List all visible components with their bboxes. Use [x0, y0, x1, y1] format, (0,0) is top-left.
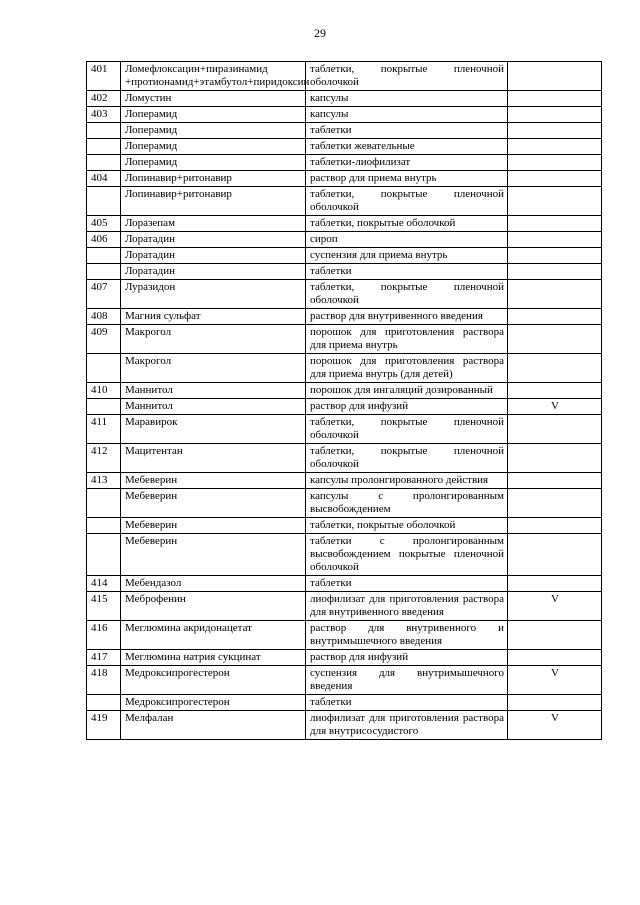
- row-number-cell: 403: [87, 107, 121, 123]
- table-body: [87, 62, 602, 740]
- drug-name-cell: Магния сульфат: [121, 309, 306, 325]
- drug-name-cell: Лоперамид: [121, 139, 306, 155]
- dosage-form-cell: таблетки: [306, 576, 508, 592]
- table-row: [87, 91, 602, 107]
- row-number-cell: 411: [87, 415, 121, 444]
- mark-cell: [508, 155, 602, 171]
- dosage-form-cell: таблетки: [306, 264, 508, 280]
- table-row: [87, 139, 602, 155]
- drug-name-cell: Лопинавир+ритонавир: [121, 187, 306, 216]
- dosage-form-cell: таблетки, покрытые пленочной оболочкой: [306, 187, 508, 216]
- table-row: [87, 216, 602, 232]
- drug-name-cell: Мебеверин: [121, 489, 306, 518]
- table-row: [87, 592, 602, 621]
- drug-name-cell: Мебендазол: [121, 576, 306, 592]
- dosage-form-cell: таблетки, покрытые пленочной оболочкой: [306, 415, 508, 444]
- drug-name-cell: Макрогол: [121, 325, 306, 354]
- drug-name-cell: Маравирок: [121, 415, 306, 444]
- dosage-form-cell: таблетки жевательные: [306, 139, 508, 155]
- row-number-cell: 404: [87, 171, 121, 187]
- row-number-cell: [87, 399, 121, 415]
- dosage-form-cell: таблетки: [306, 695, 508, 711]
- mark-cell: [508, 354, 602, 383]
- mark-cell: [508, 695, 602, 711]
- dosage-form-cell: порошок для приготовления раствора для приема внутрь: [306, 325, 508, 354]
- dosage-form-cell: лиофилизат для приготовления раствора для внутрисосудистого: [306, 711, 508, 740]
- table-row: [87, 399, 602, 415]
- drug-name-cell: Лопинавир+ритонавир: [121, 171, 306, 187]
- row-number-cell: 416: [87, 621, 121, 650]
- mark-cell: [508, 383, 602, 399]
- drug-name-cell: Лоперамид: [121, 155, 306, 171]
- row-number-cell: [87, 123, 121, 139]
- row-number-cell: 409: [87, 325, 121, 354]
- table-row: [87, 171, 602, 187]
- row-number-cell: 415: [87, 592, 121, 621]
- mark-cell: [508, 187, 602, 216]
- mark-cell: [508, 309, 602, 325]
- drug-name-cell: Мелфалан: [121, 711, 306, 740]
- table-row: [87, 62, 602, 91]
- row-number-cell: 413: [87, 473, 121, 489]
- table-row: [87, 489, 602, 518]
- mark-cell: [508, 518, 602, 534]
- row-number-cell: 410: [87, 383, 121, 399]
- drug-name-cell: Маннитол: [121, 399, 306, 415]
- row-number-cell: 418: [87, 666, 121, 695]
- row-number-cell: [87, 534, 121, 576]
- dosage-form-cell: раствор для инфузий: [306, 399, 508, 415]
- table-row: [87, 325, 602, 354]
- dosage-form-cell: таблетки, покрытые оболочкой: [306, 216, 508, 232]
- row-number-cell: 419: [87, 711, 121, 740]
- table-row: [87, 280, 602, 309]
- drug-name-cell: Лоразепам: [121, 216, 306, 232]
- table-row: [87, 666, 602, 695]
- dosage-form-cell: раствор для инфузий: [306, 650, 508, 666]
- row-number-cell: 406: [87, 232, 121, 248]
- drug-name-cell: Лоратадин: [121, 248, 306, 264]
- table-row: [87, 621, 602, 650]
- dosage-form-cell: раствор для приема внутрь: [306, 171, 508, 187]
- table-row: [87, 473, 602, 489]
- mark-cell: V: [508, 592, 602, 621]
- row-number-cell: [87, 518, 121, 534]
- table-row: [87, 107, 602, 123]
- drug-name-cell: Медроксипрогестерон: [121, 666, 306, 695]
- table-row: [87, 650, 602, 666]
- table-row: [87, 309, 602, 325]
- mark-cell: [508, 534, 602, 576]
- row-number-cell: [87, 264, 121, 280]
- dosage-form-cell: таблетки с пролонгированным высвобождением покрытые пленочной оболочкой: [306, 534, 508, 576]
- row-number-cell: 401: [87, 62, 121, 91]
- mark-cell: [508, 123, 602, 139]
- dosage-form-cell: порошок для приготовления раствора для приема внутрь (для детей): [306, 354, 508, 383]
- row-number-cell: [87, 489, 121, 518]
- table-row: [87, 534, 602, 576]
- drug-name-cell: Ломустин: [121, 91, 306, 107]
- drug-name-cell: Макрогол: [121, 354, 306, 383]
- table-row: [87, 576, 602, 592]
- mark-cell: [508, 171, 602, 187]
- drug-name-cell: Лоперамид: [121, 123, 306, 139]
- table-row: [87, 264, 602, 280]
- drug-table: [86, 61, 602, 740]
- row-number-cell: 402: [87, 91, 121, 107]
- mark-cell: [508, 216, 602, 232]
- mark-cell: [508, 444, 602, 473]
- drug-name-cell: Лоратадин: [121, 232, 306, 248]
- table-row: [87, 354, 602, 383]
- page-number: 29: [314, 26, 326, 40]
- drug-name-cell: Меглюмина акридонацетат: [121, 621, 306, 650]
- row-number-cell: [87, 695, 121, 711]
- drug-name-cell: Мебеверин: [121, 534, 306, 576]
- row-number-cell: 414: [87, 576, 121, 592]
- row-number-cell: 407: [87, 280, 121, 309]
- mark-cell: [508, 650, 602, 666]
- row-number-cell: [87, 354, 121, 383]
- table-row: [87, 415, 602, 444]
- mark-cell: [508, 232, 602, 248]
- drug-name-cell: Медроксипрогестерон: [121, 695, 306, 711]
- row-number-cell: [87, 248, 121, 264]
- mark-cell: [508, 415, 602, 444]
- dosage-form-cell: таблетки: [306, 123, 508, 139]
- dosage-form-cell: капсулы: [306, 107, 508, 123]
- table-row: [87, 695, 602, 711]
- drug-name-cell: Мацитентан: [121, 444, 306, 473]
- row-number-cell: 408: [87, 309, 121, 325]
- dosage-form-cell: порошок для ингаляций дозированный: [306, 383, 508, 399]
- row-number-cell: [87, 139, 121, 155]
- table-row: [87, 232, 602, 248]
- drug-name-cell: Лоратадин: [121, 264, 306, 280]
- row-number-cell: [87, 155, 121, 171]
- drug-name-cell: Луразидон: [121, 280, 306, 309]
- dosage-form-cell: суспензия для внутримышечного введения: [306, 666, 508, 695]
- table-row: [87, 155, 602, 171]
- mark-cell: [508, 107, 602, 123]
- mark-cell: [508, 280, 602, 309]
- mark-cell: [508, 91, 602, 107]
- mark-cell: [508, 325, 602, 354]
- mark-cell: [508, 473, 602, 489]
- mark-cell: V: [508, 711, 602, 740]
- drug-name-cell: Лоперамид: [121, 107, 306, 123]
- dosage-form-cell: таблетки, покрытые пленочной оболочкой: [306, 62, 508, 91]
- drug-name-cell: Маннитол: [121, 383, 306, 399]
- dosage-form-cell: капсулы с пролонгированным высвобождением: [306, 489, 508, 518]
- mark-cell: [508, 264, 602, 280]
- table-row: [87, 711, 602, 740]
- row-number-cell: 417: [87, 650, 121, 666]
- mark-cell: [508, 139, 602, 155]
- dosage-form-cell: раствор для внутривенного и внутримышечного введения: [306, 621, 508, 650]
- mark-cell: [508, 62, 602, 91]
- mark-cell: V: [508, 399, 602, 415]
- table-row: [87, 248, 602, 264]
- mark-cell: V: [508, 666, 602, 695]
- row-number-cell: [87, 187, 121, 216]
- row-number-cell: 412: [87, 444, 121, 473]
- drug-name-cell: Ломефлоксацин+пиразинамид +протионамид+этамбутол+пиридоксин: [121, 62, 306, 91]
- dosage-form-cell: капсулы: [306, 91, 508, 107]
- mark-cell: [508, 489, 602, 518]
- row-number-cell: 405: [87, 216, 121, 232]
- dosage-form-cell: таблетки, покрытые оболочкой: [306, 518, 508, 534]
- mark-cell: [508, 576, 602, 592]
- table-row: [87, 383, 602, 399]
- dosage-form-cell: таблетки, покрытые пленочной оболочкой: [306, 444, 508, 473]
- dosage-form-cell: капсулы пролонгированного действия: [306, 473, 508, 489]
- dosage-form-cell: таблетки-лиофилизат: [306, 155, 508, 171]
- drug-name-cell: Меглюмина натрия сукцинат: [121, 650, 306, 666]
- dosage-form-cell: лиофилизат для приготовления раствора для внутривенного введения: [306, 592, 508, 621]
- drug-name-cell: Меброфенин: [121, 592, 306, 621]
- drug-name-cell: Мебеверин: [121, 473, 306, 489]
- drug-name-cell: Мебеверин: [121, 518, 306, 534]
- dosage-form-cell: суспензия для приема внутрь: [306, 248, 508, 264]
- table-row: [87, 518, 602, 534]
- dosage-form-cell: таблетки, покрытые пленочной оболочкой: [306, 280, 508, 309]
- dosage-form-cell: раствор для внутривенного введения: [306, 309, 508, 325]
- table-row: [87, 123, 602, 139]
- table-row: [87, 187, 602, 216]
- dosage-form-cell: сироп: [306, 232, 508, 248]
- mark-cell: [508, 621, 602, 650]
- table-row: [87, 444, 602, 473]
- mark-cell: [508, 248, 602, 264]
